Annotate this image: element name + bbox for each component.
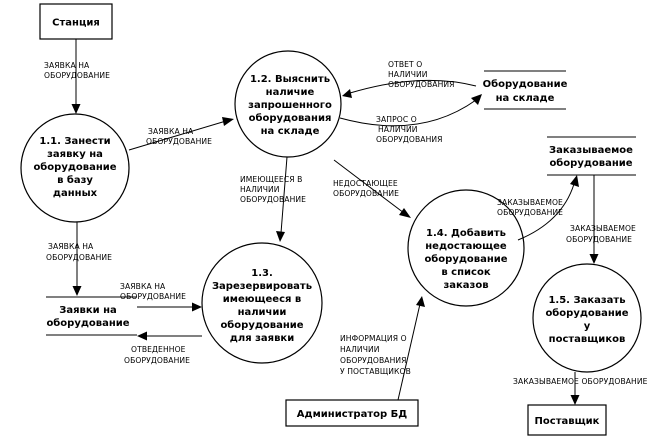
flow-requests-to-p13-line-2: ОБОРУДОВАНИЕ xyxy=(120,292,187,301)
flow-p11-to-requests-line-1: ЗАЯВКА НА xyxy=(48,242,94,251)
flow-p12-to-p14-line-1: НЕДОСТАЮЩЕЕ xyxy=(333,179,398,188)
flow-warehouse-query xyxy=(340,94,482,144)
flow-p13-to-requests-line-1: ОТВЕДЕННОЕ xyxy=(131,345,186,354)
flow-warehouse-query-line-3: ОБОРУДОВАНИЯ xyxy=(376,135,443,144)
flow-station-to-p11-line-2: ОБОРУДОВАНИЕ xyxy=(44,71,111,80)
process-1-1-line-4: в базу xyxy=(57,175,93,186)
store-requests-line-2: оборудование xyxy=(46,318,130,329)
process-1-1-line-2: заявку на xyxy=(47,149,103,160)
flow-p11-to-p12-line-1: ЗАЯВКА НА xyxy=(148,127,194,136)
flow-station-to-p11 xyxy=(44,39,110,114)
process-1-3-line-1: 1.3. xyxy=(251,268,273,279)
flow-warehouse-answer-line-3: ОБОРУДОВАНИЯ xyxy=(388,80,455,89)
flow-p15-to-supplier-line-1: ЗАКАЗЫВАЕМОЕ ОБОРУДОВАНИЕ xyxy=(513,377,648,386)
process-1-5-line-1: 1.5. Заказать xyxy=(548,295,626,306)
flow-p12-to-p13 xyxy=(240,157,306,242)
flow-warehouse-query-line-2: НАЛИЧИИ xyxy=(378,125,418,134)
flow-admin-to-p14-line-2: НАЛИЧИИ xyxy=(340,345,380,354)
process-1-2-line-5: на складе xyxy=(260,126,320,137)
external-admin-label: Администратор БД xyxy=(296,409,408,420)
process-1-3-line-3: имеющееся в xyxy=(222,294,302,305)
store-requests-line-1: Заявки на xyxy=(59,305,117,316)
flow-admin-to-p14-line-3: ОБОРУДОВАНИЯ xyxy=(340,356,407,365)
flow-admin-to-p14-line-1: ИНФОРМАЦИЯ О xyxy=(340,334,407,343)
flow-p11-to-p12-line-2: ОБОРУДОВАНИЕ xyxy=(146,137,213,146)
process-1-1-line-3: оборудование xyxy=(33,162,117,173)
process-1-1[interactable] xyxy=(21,114,129,222)
flow-p11-to-p12 xyxy=(129,117,234,150)
flow-warehouse-answer-line-2: НАЛИЧИИ xyxy=(388,70,428,79)
flow-p12-to-p14-line-2: ОБОРУДОВАНИЕ xyxy=(333,189,400,198)
external-station[interactable] xyxy=(40,4,112,39)
process-1-5-line-2: оборудование xyxy=(545,308,629,319)
store-ordered-line-2: оборудование xyxy=(549,158,633,169)
process-1-2-line-3: запрошенного xyxy=(248,100,332,111)
process-1-3[interactable] xyxy=(202,243,322,363)
flow-ordered-to-p15 xyxy=(566,175,636,264)
process-1-4-line-1: 1.4. Добавить xyxy=(426,228,506,239)
process-1-2-line-1: 1.2. Выяснить xyxy=(249,74,331,85)
store-ordered-line-1: Заказываемое xyxy=(549,145,633,156)
external-station-label: Станция xyxy=(52,17,100,29)
external-supplier[interactable] xyxy=(528,405,606,435)
process-1-3-line-4: наличии xyxy=(237,307,287,318)
flow-admin-to-p14-line-4: У ПОСТАВЩИКОВ xyxy=(340,367,411,376)
flow-p15-to-supplier xyxy=(513,372,648,405)
flow-p12-to-p13-line-1: ИМЕЮЩЕЕСЯ В xyxy=(240,175,303,184)
store-warehouse-line-1: Оборудование xyxy=(482,79,568,90)
store-requests[interactable] xyxy=(46,297,137,335)
flow-requests-to-p13-line-1: ЗАЯВКА НА xyxy=(120,282,166,291)
flow-warehouse-answer xyxy=(342,60,476,98)
flow-station-to-p11-line-1: ЗАЯВКА НА xyxy=(44,61,90,70)
store-warehouse[interactable] xyxy=(483,71,568,109)
external-supplier-label: Поставщик xyxy=(534,416,600,427)
flow-p11-to-requests-line-2: ОБОРУДОВАНИЕ xyxy=(46,253,113,262)
process-1-2[interactable] xyxy=(235,51,341,157)
flow-p14-to-ordered-line-2: ОБОРУДОВАНИЕ xyxy=(497,208,564,217)
flow-p11-to-requests xyxy=(46,222,112,296)
flow-p13-to-requests-line-2: ОБОРУДОВАНИЕ xyxy=(124,356,191,365)
process-1-5-line-3: у xyxy=(583,321,591,332)
process-1-4-line-3: оборудование xyxy=(424,254,508,265)
store-warehouse-line-2: на складе xyxy=(495,93,555,104)
process-1-3-line-5: оборудование xyxy=(220,320,304,331)
flow-p14-to-ordered-line-1: ЗАКАЗЫВАЕМОЕ xyxy=(497,198,563,207)
flow-ordered-to-p15-line-2: ОБОРУДОВАНИЕ xyxy=(566,235,633,244)
store-ordered[interactable] xyxy=(547,137,636,175)
flow-p12-to-p14 xyxy=(333,160,411,218)
flow-warehouse-answer-line-1: ОТВЕТ О xyxy=(388,60,423,69)
external-admin[interactable] xyxy=(286,400,418,426)
process-1-1-line-1: 1.1. Занести xyxy=(39,136,111,147)
flow-p12-to-p13-line-2: НАЛИЧИИ xyxy=(240,185,280,194)
process-1-2-line-2: наличие xyxy=(265,87,315,98)
flow-admin-to-p14 xyxy=(340,296,425,400)
process-1-1-line-5: данных xyxy=(52,188,98,199)
process-1-5-line-4: поставщиков xyxy=(548,334,626,345)
process-1-5[interactable] xyxy=(533,264,641,372)
process-1-3-line-6: для заявки xyxy=(229,333,295,344)
flow-requests-to-p13 xyxy=(120,282,202,312)
process-1-4-line-4: в список xyxy=(441,267,491,278)
process-1-4-line-2: недостающее xyxy=(425,241,507,252)
flow-warehouse-query-line-1: ЗАПРОС О xyxy=(376,115,417,124)
flow-p13-to-requests xyxy=(124,332,202,366)
process-1-2-line-4: оборудования xyxy=(248,113,332,124)
flow-ordered-to-p15-line-1: ЗАКАЗЫВАЕМОЕ xyxy=(570,224,636,233)
process-1-4-line-5: заказов xyxy=(443,280,489,291)
flow-p12-to-p13-line-3: ОБОРУДОВАНИЕ xyxy=(240,195,307,204)
process-1-3-line-2: Зарезервировать xyxy=(211,281,313,292)
